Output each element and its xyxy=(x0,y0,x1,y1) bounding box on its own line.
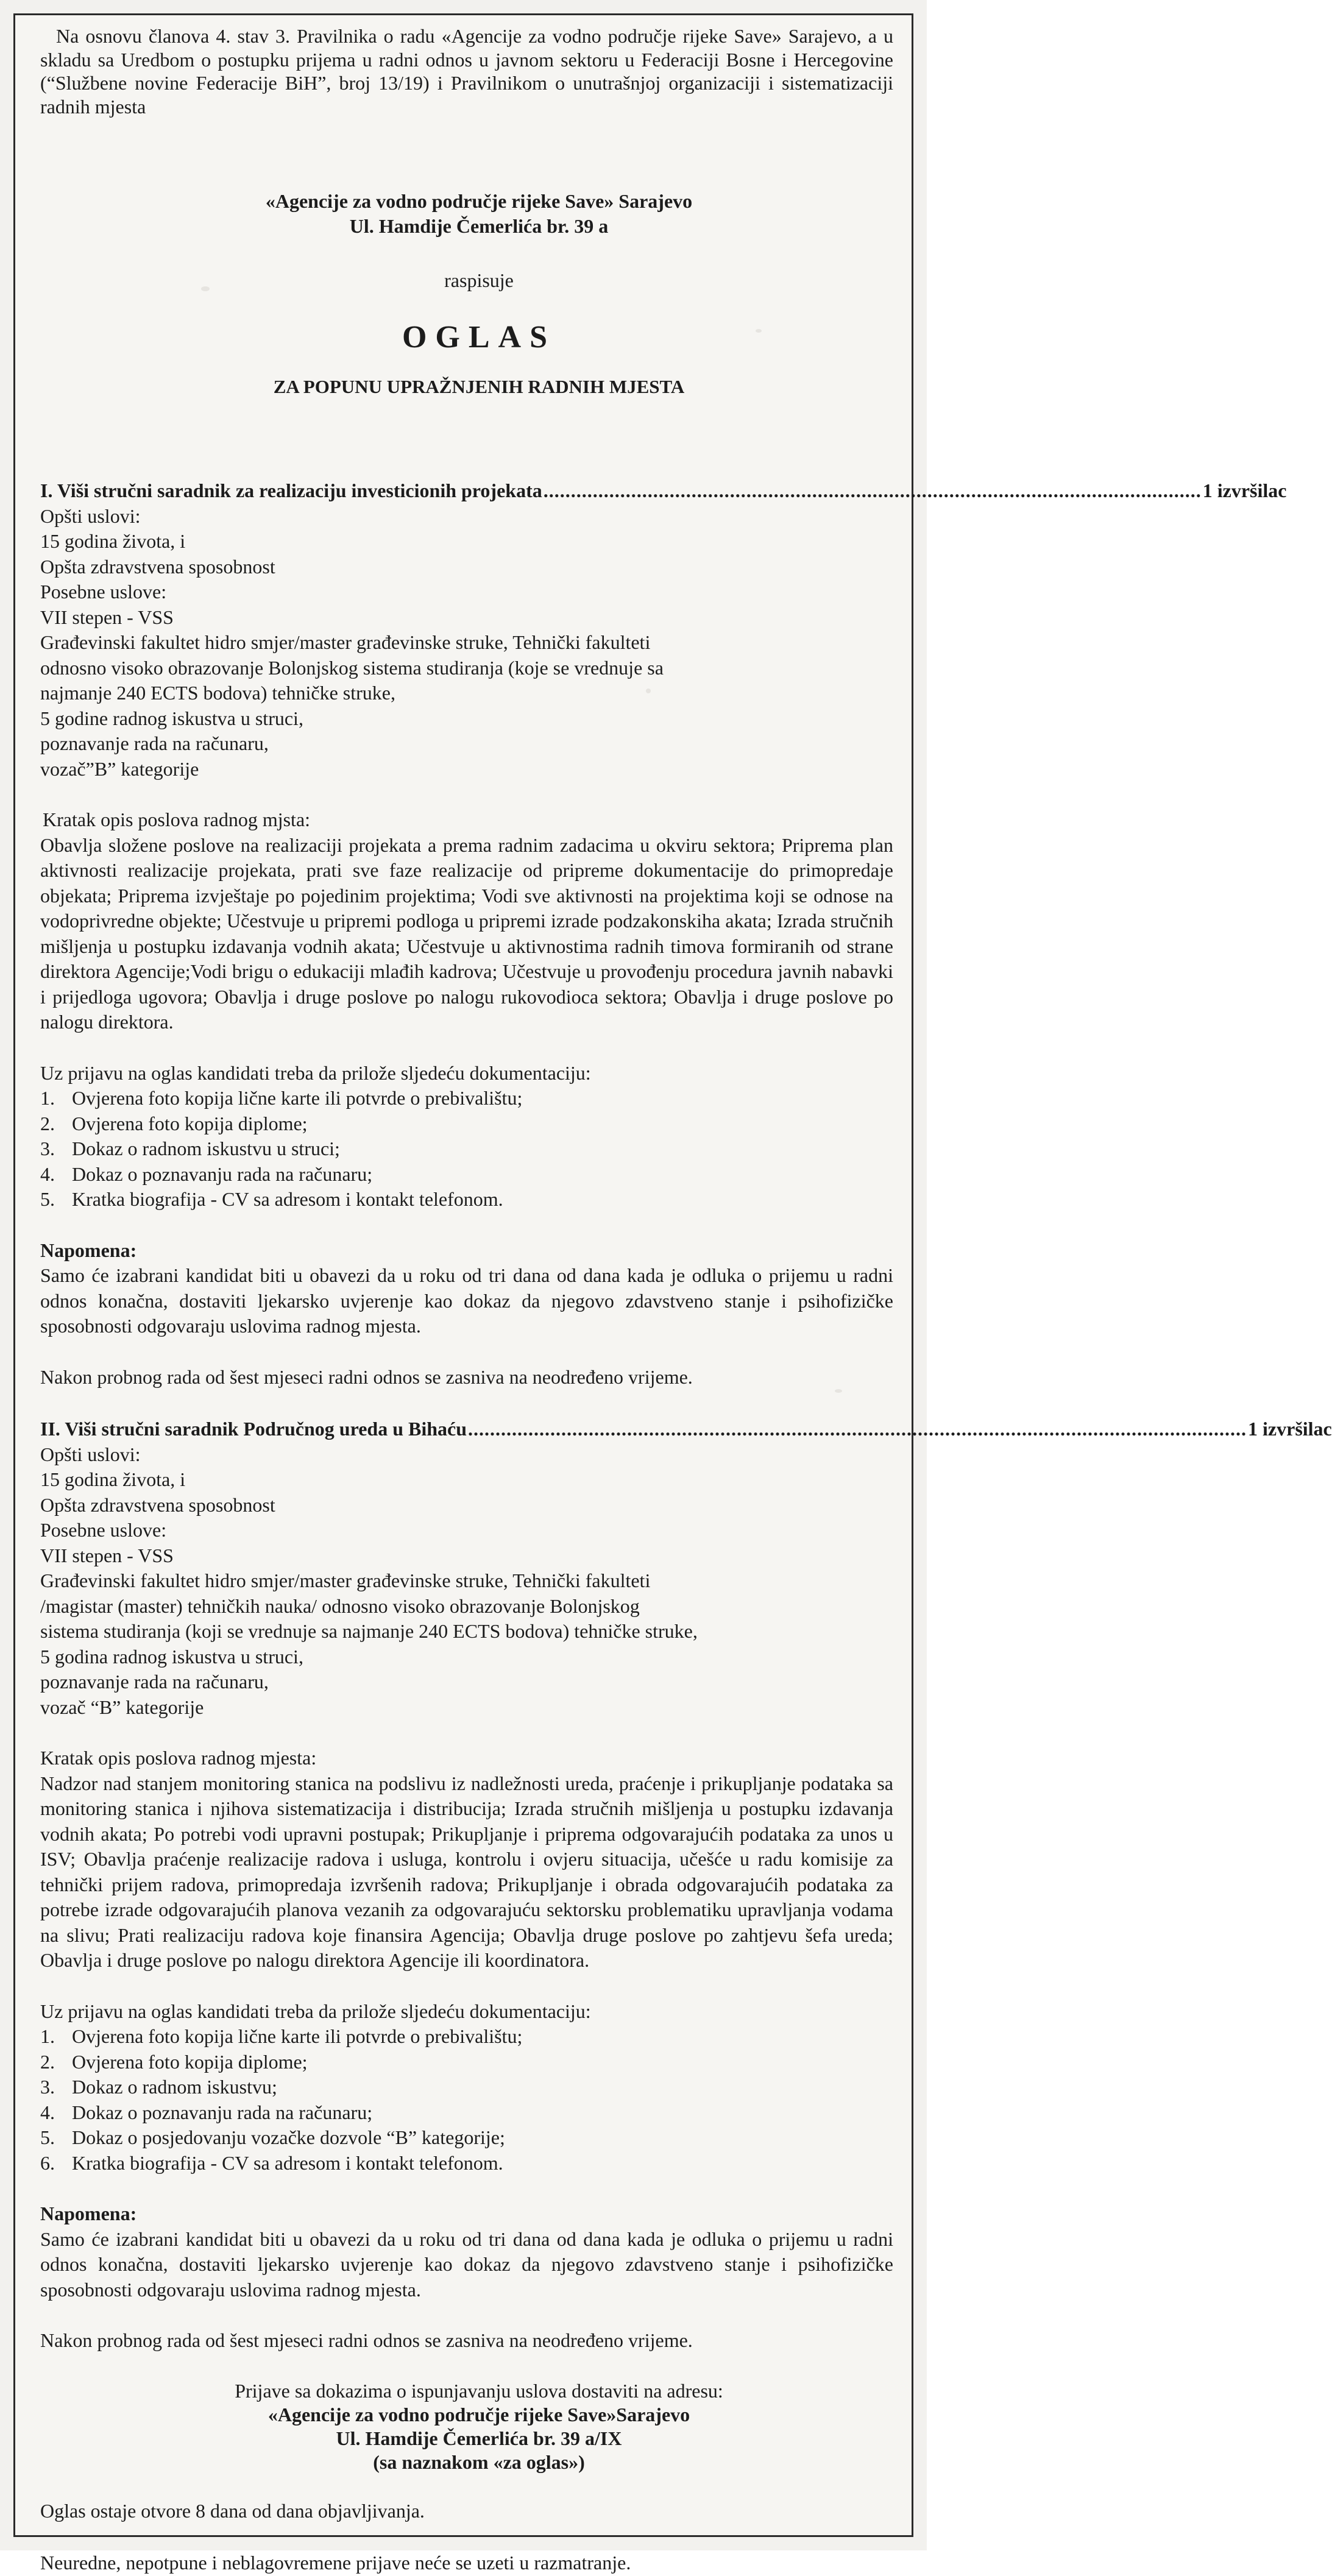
list-item xyxy=(40,1111,893,1137)
special-conditions-label: Posebne uslove: xyxy=(40,1519,167,1541)
position-section-2 xyxy=(40,1417,1332,2354)
special-condition: 5 godine radnog iskustva u struci, xyxy=(40,707,303,729)
special-condition: Građevinski fakultet hidro smjer/master građevinske struke, Tehnički fakulteti xyxy=(40,1569,651,1591)
special-condition: najmanje 240 ECTS bodova) tehničke struke, xyxy=(40,682,395,704)
general-condition: 15 godina života, i xyxy=(40,530,186,552)
job-description-label: Kratak opis poslova radnog mjesta: xyxy=(40,1747,317,1769)
special-condition: Građevinski fakultet hidro smjer/master građevinske struke, Tehnički fakulteti xyxy=(40,631,651,653)
special-condition: vozač”B” kategorije xyxy=(40,757,199,780)
list-item-text: Dokaz o posjedovanju vozačke dozvole “B” kategorije; xyxy=(72,2126,505,2148)
list-item xyxy=(40,2050,893,2075)
list-item-number: 4. xyxy=(40,1162,55,1185)
submission-name: «Agencije za vodno područje rijeke Save»Sarajevo xyxy=(267,2403,690,2426)
list-item-text: Ovjerena foto kopija diplome; xyxy=(72,2050,308,2073)
open-period-text: Oglas ostaje otvore 8 dana od dana objavljivanja. xyxy=(40,2499,425,2522)
documents-list xyxy=(40,2024,893,2176)
documents-label: Uz prijavu na oglas kandidati treba da prilože sljedeću dokumentaciju: xyxy=(40,1061,591,1084)
list-item xyxy=(40,2151,893,2176)
special-condition: VII stepen - VSS xyxy=(40,606,174,628)
note-label: Napomena: xyxy=(40,1239,137,1261)
list-item-number: 3. xyxy=(40,1138,55,1159)
job-description: Nadzor nad stanjem monitoring stanica na podslivu iz nadležnosti ureda, praćenje i prikupljanje podataka sa monitoring stanica i njihova sistematizacija i distribucija; Izrada stručnih mišljenja u postupku izdavanja vodnih akata; Po potrebi vodi upravni postupak; Prikupljanje i priprema odgovarajućih podataka za unos u ISV; Obavlja praćenje realizacije radova i usluga, kontrolu i ovjeru situacija, učešće u radu komisije za tehnički prijem radova, primopredaja izvršenih radova; Prikupljanje i obrada odgovarajućih podataka za potrebe izrade odgovarajućih planova vezanih za odgovarajuću sektorsku problematiku upravljanja vodama na slivu; Prati realizaciju radova koje finansira Agencija; Obavlja druge poslove po zahtjevu šefa ureda; Obavlja i druge poslove po nalogu direktora Agencije ili koordinatora. xyxy=(40,1772,893,1971)
job-description: Obavlja složene poslove na realizaciji projekata a prema radnim zadacima u okviru sektora; Priprema plan aktivnosti realizacije projekata, prati sve faze realizacije od pripreme dokumentacije do primopredaje objekata; Priprema izvještaje po pojedinim projektima; Vodi sve aktivnosti na projektima koji se odnose na vodoprivredne objekte; Učestvuje u pripremi podloga u pripremi izrade podzakonskiha akata; Izrada stručnih mišljenja u postupku izdavanja vodnih akata; Učestvuje u aktivnostima radnih timova formiranih od strane direktora Agencije;Vodi brigu o edukaciji mlađih kadrova; Učestvuje u provođenju procedura javnih nabavki i prijedloga ugovora; Obavlja i druge poslove po nalogu rukovodioca sektora; Obavlja i druge poslove po nalogu direktora. xyxy=(40,833,893,1033)
general-condition: Opšta zdravstvena sposobnost xyxy=(40,1493,275,1516)
submission-address: Ul. Hamdije Čemerlića br. 39 a/IX xyxy=(336,2427,622,2449)
raspisuje-text: raspisuje xyxy=(444,269,514,291)
list-item-number: 5. xyxy=(40,1188,55,1210)
position-count: 1 izvršilac xyxy=(1248,1418,1332,1440)
list-item-number: 1. xyxy=(40,2025,55,2047)
general-condition: Opšta zdravstvena sposobnost xyxy=(40,555,275,578)
special-condition: poznavanje rada na računaru, xyxy=(40,1671,269,1693)
intro-paragraph: Na osnovu članova 4. stav 3. Pravilnika o radu «Agencije za vodno područje rijeke Save» Sarajevo, a u skladu sa Uredbom o postupku prijema u radni odnos u javnom sektoru u Federaciji Bosne i Hercegovine (“Službene novine Federacije BiH”, broj 13/19) i Pravilnikom o unutrašnjoj organizaciji i sistematizaciji radnih mjesta xyxy=(40,25,893,118)
list-item xyxy=(40,2125,893,2151)
list-item-number: 3. xyxy=(40,2076,55,2098)
position-section-1 xyxy=(40,478,1287,1390)
list-item-text: Dokaz o radnom iskustvu u struci; xyxy=(72,1138,340,1159)
employer-name: «Agencije za vodno područje rijeke Save» Sarajevo xyxy=(265,190,693,212)
position-title: I. Viši stručni saradnik za realizaciju investicionih projekata xyxy=(40,479,542,501)
page-title: OGLAS xyxy=(402,319,556,355)
special-condition: odnosno visoko obrazovanje Bolonjskog sistema studiranja (koje se vrednuje sa xyxy=(40,656,664,679)
employer-block xyxy=(40,189,893,239)
list-item-text: Dokaz o radnom iskustvu; xyxy=(72,2076,277,2098)
announcement-content xyxy=(40,24,1332,2576)
special-condition: VII stepen - VSS xyxy=(40,1544,174,1566)
position-count: 1 izvršilac xyxy=(1202,479,1287,501)
list-item-number: 2. xyxy=(40,1112,55,1134)
list-item xyxy=(40,1086,893,1111)
list-item-text: Ovjerena foto kopija diplome; xyxy=(72,1112,308,1134)
list-item-text: Ovjerena foto kopija lične karte ili potvrde o prebivalištu; xyxy=(72,1087,523,1109)
documents-label: Uz prijavu na oglas kandidati treba da prilože sljedeću dokumentaciju: xyxy=(40,2000,591,2022)
submission-address-block xyxy=(40,2379,893,2474)
list-item-text: Kratka biografija - CV sa adresom i kontakt telefonom. xyxy=(72,1188,503,1210)
list-item xyxy=(40,1187,893,1212)
dot-leader: ........................................................................................................................ xyxy=(543,479,1202,501)
special-condition: /magistar (master) tehničkih nauka/ odnosno visoko obrazovanje Bolonjskog xyxy=(40,1594,640,1617)
list-item xyxy=(40,1136,893,1162)
special-condition: vozač “B” kategorije xyxy=(40,1696,204,1718)
position-title: II. Viši stručni saradnik Područnog ureda u Bihaću xyxy=(40,1418,467,1440)
special-conditions-label: Posebne uslove: xyxy=(40,581,167,603)
documents-list xyxy=(40,1086,893,1212)
general-conditions-label: Opšti uslovi: xyxy=(40,504,141,527)
list-item-text: Dokaz o poznavanju rada na računaru; xyxy=(72,2101,373,2123)
submission-marking: (sa naznakom «za oglas») xyxy=(373,2450,585,2473)
list-item xyxy=(40,1162,893,1187)
note-text: Samo će izabrani kandidat biti u obavezi da u roku od tri dana od dana kada je odluka o prijemu u radni odnos konačna, dostaviti ljekarsko uvjerenje kao dokaz da njegovo zdavstveno stanje i psihofizičke sposobnosti odgovaraju uslovima radnog mjesta. xyxy=(40,1264,893,1337)
list-item-number: 1. xyxy=(40,1087,55,1109)
list-item-number: 5. xyxy=(40,2126,55,2148)
general-condition: 15 godina života, i xyxy=(40,1468,186,1490)
list-item xyxy=(40,2075,893,2100)
list-item-number: 4. xyxy=(40,2101,55,2123)
employer-address: Ul. Hamdije Čemerlića br. 39 a xyxy=(349,215,609,237)
list-item xyxy=(40,2024,893,2050)
dot-leader: .............................................................................................................................................. xyxy=(468,1418,1247,1440)
general-conditions-label: Opšti uslovi: xyxy=(40,1443,141,1465)
special-condition: 5 godina radnog iskustva u struci, xyxy=(40,1645,303,1668)
list-item-text: Ovjerena foto kopija lične karte ili potvrde o prebivalištu; xyxy=(72,2025,523,2047)
job-description-label: Kratak opis poslova radnog mjsta: xyxy=(43,809,311,830)
list-item-text: Dokaz o poznavanju rada na računaru; xyxy=(72,1162,373,1185)
submission-lead: Prijave sa dokazima o ispunjavanju uslova dostaviti na adresu: xyxy=(235,2379,723,2402)
list-item-text: Kratka biografija - CV sa adresom i kontakt telefonom. xyxy=(72,2151,503,2174)
page-subtitle: ZA POPUNU UPRAŽNJENIH RADNIH MJESTA xyxy=(273,375,685,397)
special-condition: poznavanje rada na računaru, xyxy=(40,732,269,754)
probation-text: Nakon probnog rada od šest mjeseci radni odnos se zasniva na neodređeno vrijeme. xyxy=(40,2329,693,2351)
note-label: Napomena: xyxy=(40,2203,137,2224)
position-heading xyxy=(40,1417,1332,1442)
position-heading xyxy=(40,478,1287,504)
incomplete-applications-note: Neuredne, nepotpune i neblagovremene prijave neće se uzeti u razmatranje. xyxy=(40,2552,631,2574)
note-text: Samo će izabrani kandidat biti u obavezi da u roku od tri dana od dana kada je odluka o prijemu u radni odnos konačna, dostaviti ljekarsko uvjerenje kao dokaz da njegovo zdavstveno stanje i psihofizičke sposobnosti odgovaraju uslovima radnog mjesta. xyxy=(40,2227,893,2301)
list-item-number: 2. xyxy=(40,2050,55,2073)
list-item xyxy=(40,2100,893,2126)
special-condition: sistema studiranja (koji se vrednuje sa najmanje 240 ECTS bodova) tehničke struke, xyxy=(40,1620,698,1642)
list-item-number: 6. xyxy=(40,2151,55,2174)
probation-text: Nakon probnog rada od šest mjeseci radni odnos se zasniva na neodređeno vrijeme. xyxy=(40,1365,693,1388)
